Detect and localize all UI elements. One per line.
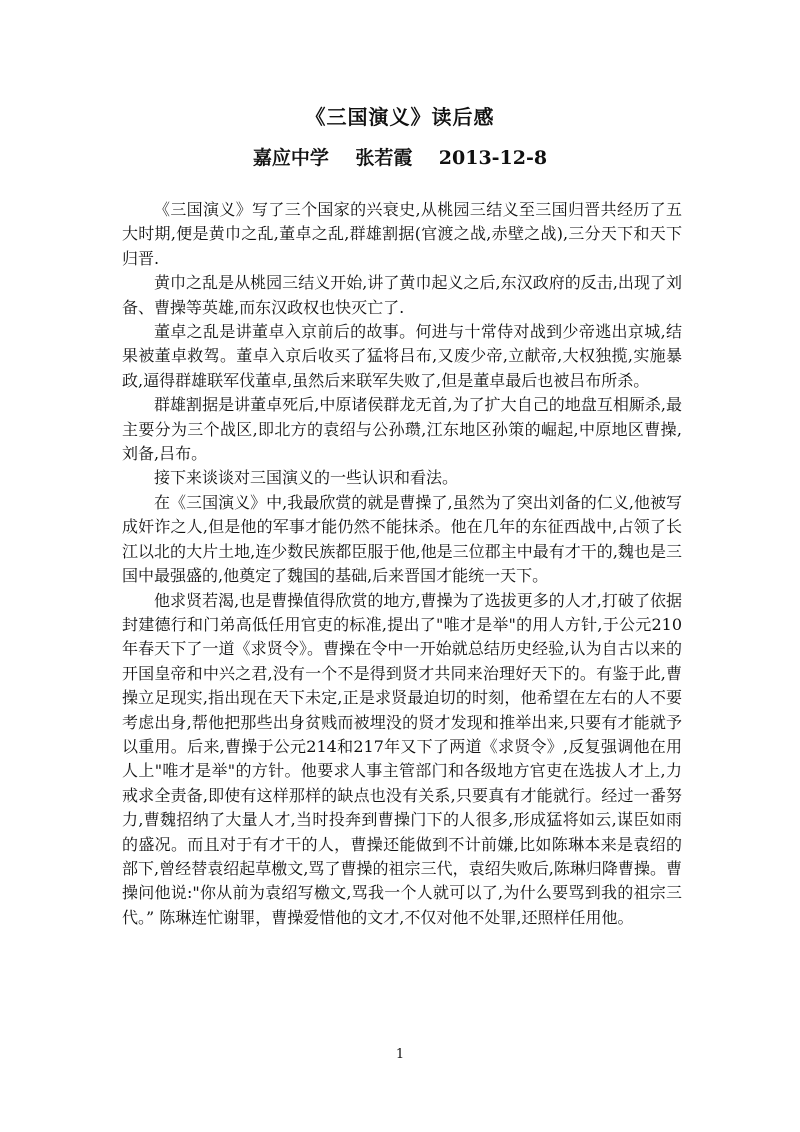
page-number: 1 (395, 1047, 405, 1062)
paragraph-4: 群雄割据是讲董卓死后,中原诸侯群龙无首,为了扩大自己的地盘互相厮杀,最主要分为三个战区,即北方的袁绍与公孙瓒,江东地区孙策的崛起,中原地区曹操,刘备,吕布。 (122, 395, 682, 464)
paragraph-3: 董卓之乱是讲董卓入京前后的故事。何进与十常侍对战到少帝逃出京城,结果被董卓救驾。董卓入京后收买了猛将吕布,又废少帝,立献帝,大权独揽,实施暴政,逼得群雄联军伐董卓,虽然后来联军失败了,但是董卓最后也被吕布所杀。 (122, 322, 682, 390)
paragraph-6: 在《三国演义》中,我最欣赏的就是曹操了,虽然为了突出刘备的仁义,他被写成奸诈之人,但是他的军事才能仍然不能抹杀。他在几年的东征西战中,占领了长江以北的大片土地,连少数民族都臣服于他,他是三位郡主中最有才干的,魏也是三国中最强盛的,他奠定了魏国的基础,后来晋国才能统一天下。 (122, 492, 682, 586)
document-title: 《三国演义》读后感 (305, 105, 495, 129)
document-byline: 嘉应中学 张若霞 2013-12-8 (252, 147, 548, 169)
document-body (122, 198, 682, 930)
paragraph-2: 黄巾之乱是从桃园三结义开始,讲了黄巾起义之后,东汉政府的反击,出现了刘备、曹操等英雄,而东汉政权也快灭亡了. (122, 273, 682, 317)
paragraph-1: 《三国演义》写了三个国家的兴衰史,从桃园三结义至三国归晋共经历了五大时期,便是黄巾之乱,董卓之乱,群雄割据(官渡之战,赤壁之战),三分天下和天下归晋. (122, 200, 682, 268)
paragraph-5: 接下来谈谈对三国演义的一些认识和看法。 (154, 468, 459, 488)
paragraph-7: 他求贤若渴,也是曹操值得欣赏的地方,曹操为了选拔更多的人才,打破了依据封建德行和门弟高低任用官吏的标准,提出了"唯才是举"的用人方针,于公元210年春天下了一道《求贤令》。曹操在令中一开始就总结历史经验,认为自古以来的开国皇帝和中兴之君,没有一个不是得到贤才共同来治理好天下的。有鉴于此,曹操立足现实,指出现在天下未定,正是求贤最迫切的时刻，他希望在左右的人不要考虑出身,帮他把那些出身贫贱而被埋没的贤才发现和推举出来,只要有才能就予以重用。后来,曹操于公元214和217年又下了两道《求贤令》,反复强调他在用人上"唯才是举"的方针。他要求人事主管部门和各级地方官吏在选拔人才上,力戒求全责备,即使有这样那样的缺点也没有关系,只要真有才能就行。经过一番努力,曹魏招纳了大量人才,当时投奔到曹操门下的人很多,形成猛将如云,谋臣如雨的盛况。而且对于有才干的人，曹操还能做到不计前嫌,比如陈琳本来是袁绍的部下,曾经替袁绍起草檄文,骂了曹操的祖宗三代，袁绍失败后,陈琳归降曹操。曹操问他说:"你从前为袁绍写檄文,骂我一个人就可以了,为什么要骂到我的祖宗三代。” 陈琳连忙谢罪，曹操爱惜他的文才,不仅对他不处罪,还照样任用他。 (122, 590, 682, 927)
